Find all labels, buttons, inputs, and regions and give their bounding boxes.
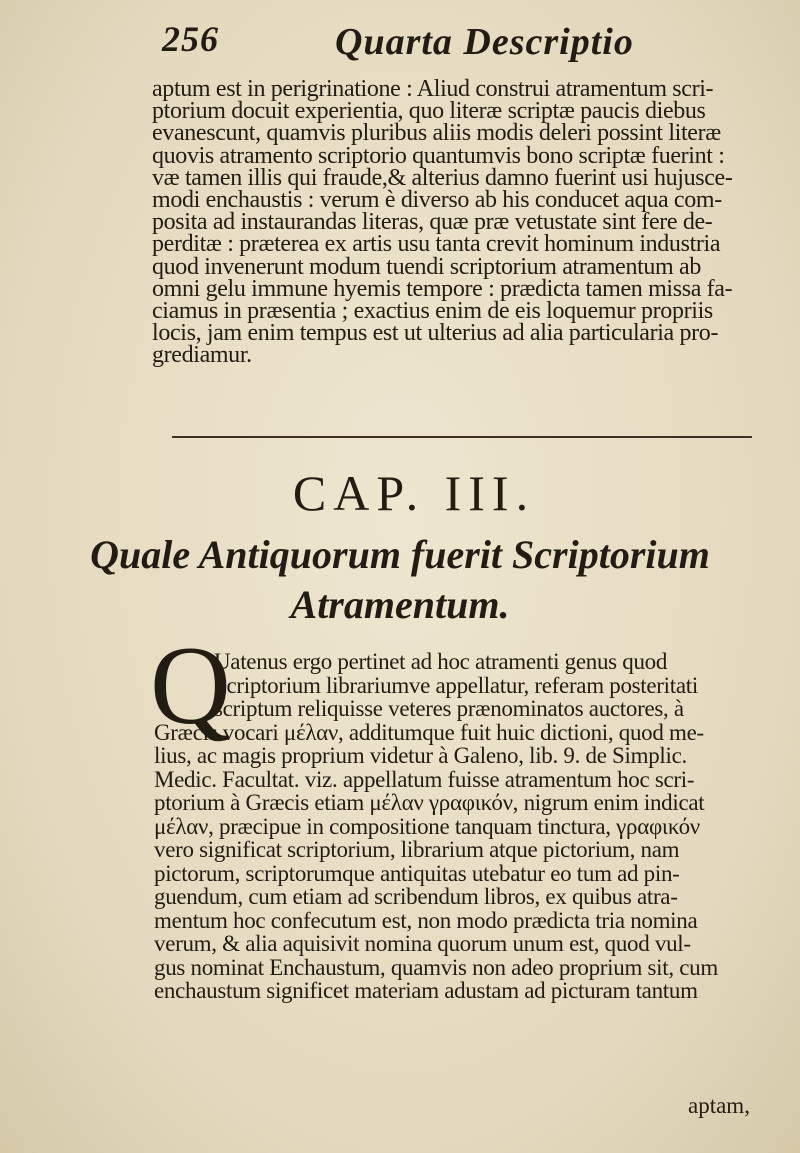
text-line: scriptum reliquisse veteres prænominatos auctores, à: [214, 696, 684, 721]
opening-paragraph: [152, 76, 772, 369]
text-line: Scriptorium librariumve appellatur, referam posteritati: [214, 672, 698, 698]
text-line: vero significat scriptorium, librarium atque pictorium, nam: [154, 837, 680, 862]
text-line: quovis atramento scriptorio quantumvis bono scriptæ fuerint :: [152, 142, 725, 169]
chapter-title-line: Atramentum.: [290, 582, 510, 627]
text-line: aptum est in perigrinatione : Aliud construi atramentum scri-: [152, 76, 714, 102]
text-line: posita ad instaurandas literas, quæ præ vetustate sint fere de-: [152, 209, 713, 236]
chapter-heading: CAP. III.: [292, 465, 536, 521]
chapter-body: [154, 650, 774, 1003]
text-line: locis, jam enim tempus est ut ulterius ad alia particularia pro-: [152, 320, 719, 347]
drop-cap: Q: [150, 624, 231, 748]
text-line: omni gelu immune hyemis tempore : prædicta tamen missa fa-: [152, 275, 733, 302]
chapter-title-line: Quale Antiquorum fuerit Scriptorium: [90, 532, 710, 577]
text-line: væ tamen illis qui fraude,& alterius damno fuerint usi hujusce-: [152, 164, 733, 191]
chapter-title: [0, 530, 800, 630]
text-line: enchaustum significet materiam adustam ad picturam tantum: [154, 978, 698, 1003]
text-line: Uatenus ergo pertinet ad hoc atramenti genus quod: [214, 649, 668, 674]
text-line: gus nominat Enchaustum, quamvis non adeo proprium sit, cum: [154, 954, 718, 980]
text-line: evanescunt, quamvis pluribus aliis modis deleri possint literæ: [152, 120, 721, 147]
text-line: μέλαν, præcipue in compositione tanquam tinctura, γραφικόν: [154, 813, 700, 839]
text-line: lius, ac magis proprium videtur à Galeno, lib. 9. de Simplic.: [154, 743, 687, 768]
running-head: Quarta Descriptio: [335, 21, 634, 63]
text-line: perditæ : præterea ex artis usu tanta crevit hominum industria: [152, 231, 721, 258]
text-line: guendum, cum etiam ad scribendum libros, ex quibus atra-: [154, 884, 678, 909]
page-header: [0, 0, 800, 80]
page-number: 256: [162, 19, 219, 59]
section-divider: [172, 436, 752, 438]
catchword: aptam,: [688, 1093, 750, 1118]
text-line: ciamus in præsentia ; exactius enim de eis loquemur propriis: [152, 297, 713, 324]
text-line: ptorium à Græcis etiam μέλαν γραφικόν, nigrum enim indicat: [154, 790, 705, 815]
text-line: verum, & alia aquisivit nomina quorum unum est, quod vul-: [154, 931, 691, 956]
text-line: mentum hoc confecutum est, non modo prædicta tria nomina: [154, 907, 698, 933]
text-line: ptorium docuit experientia, quo literæ scriptæ paucis diebus: [152, 98, 706, 125]
text-line: pictorum, scriptorumque antiquitas utebatur eo tum ad pin-: [154, 860, 680, 886]
text-line: Græcis vocari μέλαν, additumque fuit huic dictioni, quod me-: [154, 719, 704, 745]
text-line: modi enchaustis : verum è diverso ab his conducet aqua com-: [152, 186, 722, 213]
text-line: Medic. Facultat. viz. appellatum fuisse atramentum hoc scri-: [154, 766, 695, 792]
text-line: quod invenerunt modum tuendi scriptorium atramentum ab: [152, 253, 701, 280]
text-line: grediamur.: [152, 342, 252, 369]
